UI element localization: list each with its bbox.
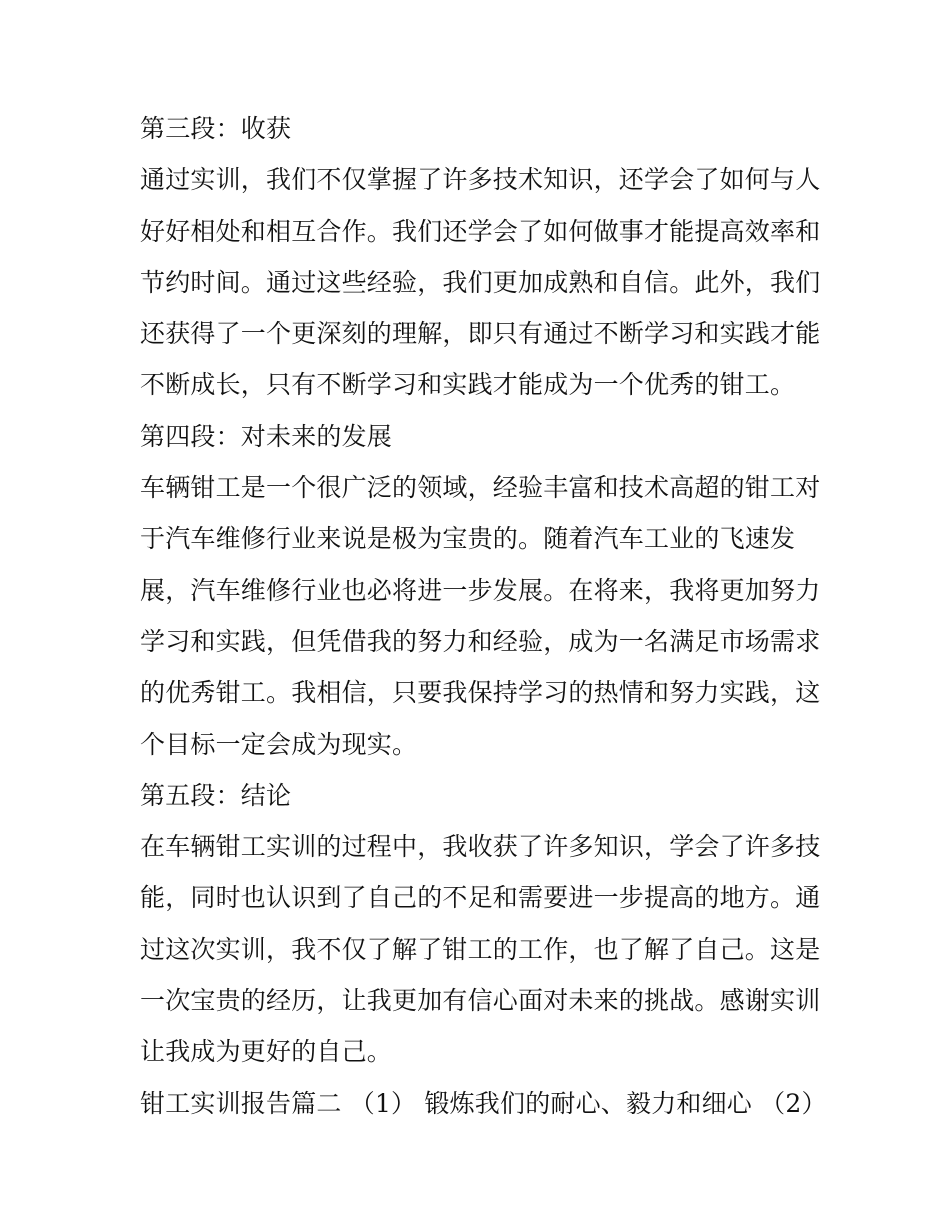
text-line: 通过实训，我们不仅掌握了许多技术知识，还学会了如何与人 bbox=[140, 165, 821, 195]
section-heading-5: 第五段：结论 bbox=[140, 780, 292, 810]
text-line: 个目标一定会成为现实。 bbox=[140, 729, 418, 759]
document-body bbox=[140, 103, 827, 1129]
text-line: 展，汽车维修行业也必将进一步发展。在将来，我将更加努力 bbox=[140, 575, 821, 605]
text-line: 于汽车维修行业来说是极为宝贵的。随着汽车工业的飞速发 bbox=[140, 524, 796, 554]
text-line: 过这次实训，我不仅了解了钳工的工作，也了解了自己。这是 bbox=[140, 934, 821, 964]
text-line: 学习和实践，但凭借我的努力和经验，成为一名满足市场需求 bbox=[140, 626, 821, 656]
section-heading-4: 第四段：对未来的发展 bbox=[140, 421, 393, 451]
text-line: 让我成为更好的自己。 bbox=[140, 1037, 393, 1067]
text-line: 在车辆钳工实训的过程中，我收获了许多知识，学会了许多技 bbox=[140, 832, 821, 862]
text-line: 还获得了一个更深刻的理解，即只有通过不断学习和实践才能 bbox=[140, 319, 821, 349]
text-line: 节约时间。通过这些经验，我们更加成熟和自信。此外，我们 bbox=[140, 267, 821, 297]
text-line: 能，同时也认识到了自己的不足和需要进一步提高的地方。通 bbox=[140, 883, 821, 913]
report-title-line: 钳工实训报告篇二 （1） 锻炼我们的耐心、毅力和细心 （2） bbox=[140, 1088, 827, 1118]
section-heading-3: 第三段：收获 bbox=[140, 114, 292, 143]
text-line: 车辆钳工是一个很广泛的领域，经验丰富和技术高超的钳工对 bbox=[140, 473, 821, 503]
text-line: 好好相处和相互合作。我们还学会了如何做事才能提高效率和 bbox=[140, 216, 821, 246]
text-line: 不断成长，只有不断学习和实践才能成为一个优秀的钳工。 bbox=[140, 370, 796, 400]
text-line: 的优秀钳工。我相信，只要我保持学习的热情和努力实践，这 bbox=[140, 678, 821, 708]
text-line: 一次宝贵的经历，让我更加有信心面对未来的挑战。感谢实训 bbox=[140, 986, 821, 1016]
